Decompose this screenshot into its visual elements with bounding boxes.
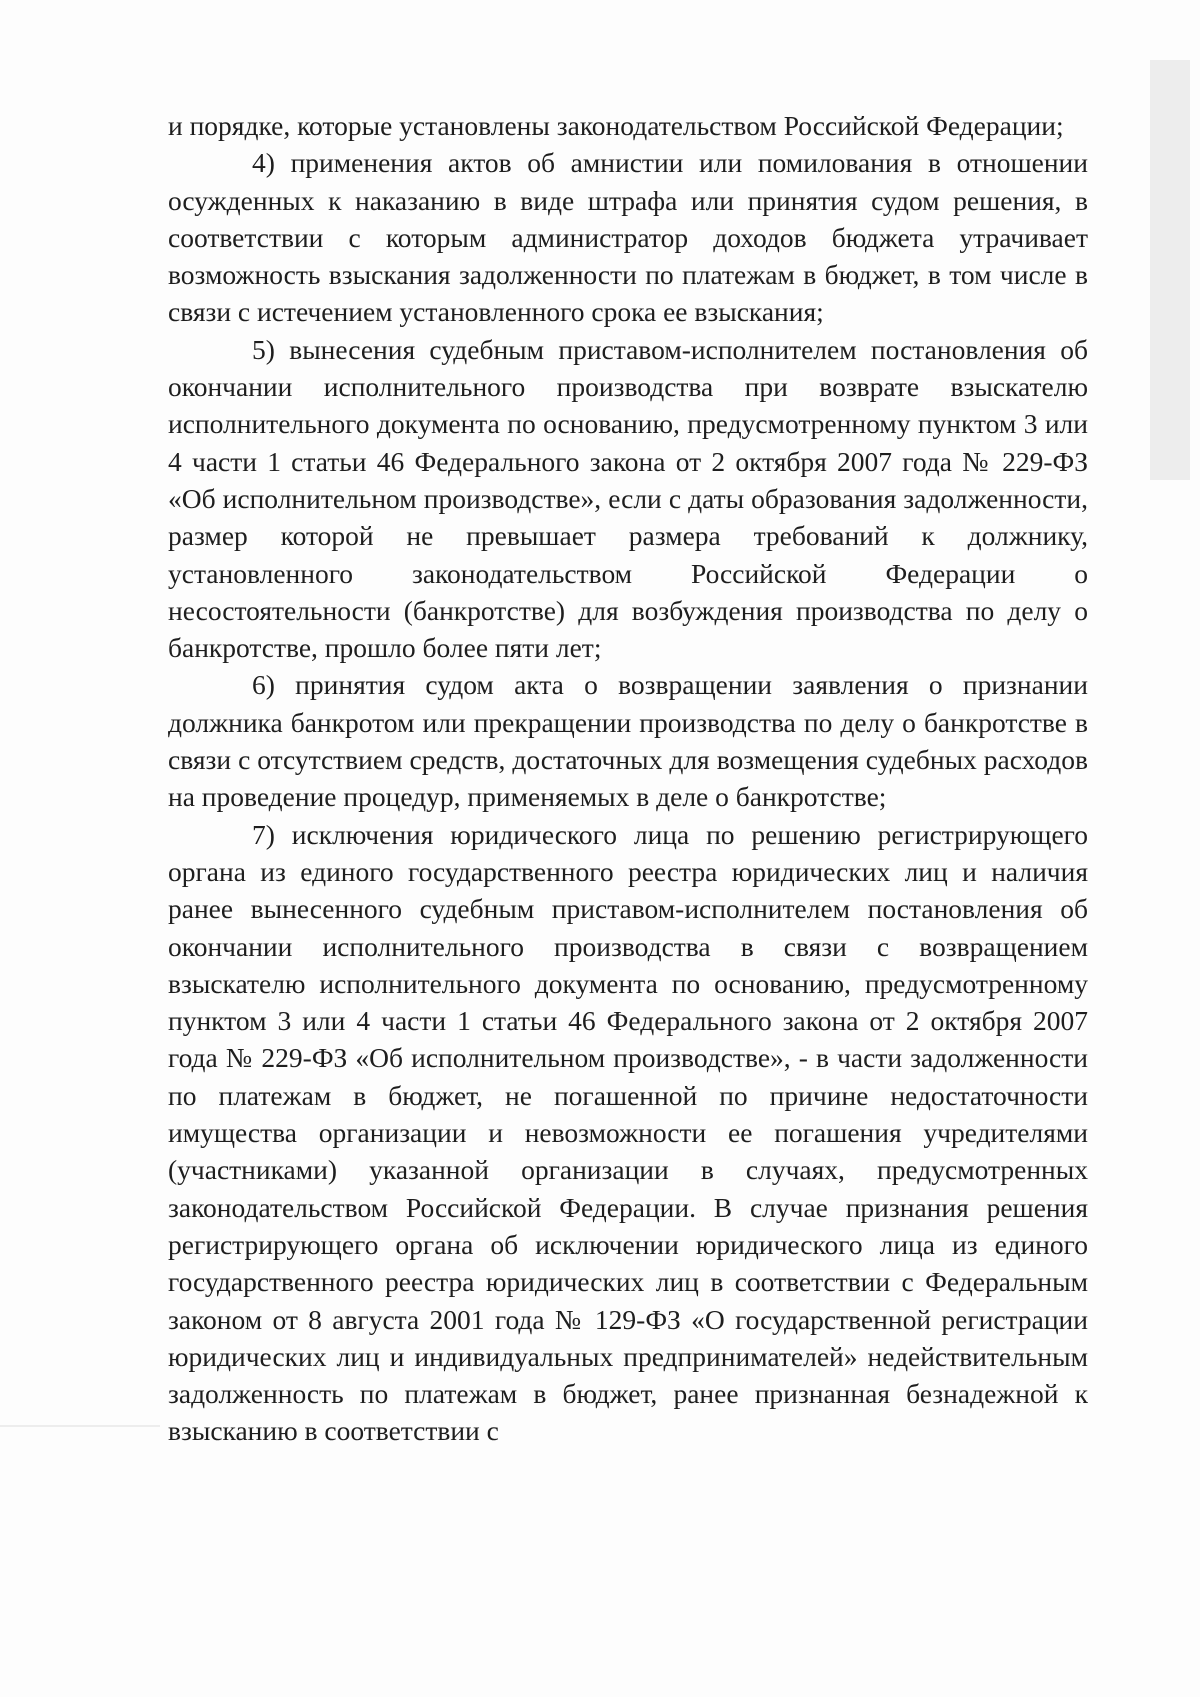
- paragraph-item-7: 7) исключения юридического лица по решению регистрирующего органа из единого государственного реестра юридических лиц и наличия ранее вынесенного судебным приставом-исполнителем постановления об окончании исполнительного производства в связи с возвращением взыскателю исполнительного документа по основанию, предусмотренному пунктом 3 или 4 части 1 статьи 46 Федерального закона от 2 октября 2007 года № 229-ФЗ «Об исполнительном производстве», - в части задолженности по платежам в бюджет, не погашенной по причине недостаточности имущества организации и невозможности ее погашения учредителями (участниками) указанной организации в случаях, предусмотренных законодательством Российской Федерации. В случае признания решения регистрирующего органа об исключении юридического лица из единого государственного реестра юридических лиц в соответствии с Федеральным законом от 8 августа 2001 года № 129-ФЗ «О государственной регистрации юридических лиц и индивидуальных предпринимателей» недействительным задолженность по платежам в бюджет, ранее признанная безнадежной к взысканию в соответствии с: [168, 818, 1088, 1447]
- paragraph-item-5: 5) вынесения судебным приставом-исполнителем постановления об окончании исполнительного производства при возврате взыскателю исполнительного документа по основанию, предусмотренному пунктом 3 или 4 части 1 статьи 46 Федерального закона от 2 октября 2007 года № 229-ФЗ «Об исполнительном производстве», если с даты образования задолженности, размер которой не превышает размера требований к должнику, установленного законодательством Российской Федерации о несостоятельности (банкротстве) для возбуждения производства по делу о банкротстве, прошло более пяти лет;: [168, 333, 1088, 664]
- scan-noise-left: [0, 1425, 160, 1427]
- paragraph-item-4: 4) применения актов об амнистии или помилования в отношении осужденных к наказанию в виде штрафа или принятия судом решения, в соответствии с которым администратор доходов бюджета утрачивает возможность взыскания задолженности по платежам в бюджет, в том числе в связи с истечением установленного срока ее взыскания;: [168, 147, 1088, 328]
- document-body: [168, 107, 1088, 1450]
- paragraph-item-6: 6) принятия судом акта о возвращении заявления о признании должника банкротом или прекращении производства по делу о банкротстве в связи с отсутствием средств, достаточных для возмещения судебных расходов на проведение процедур, применяемых в деле о банкротстве;: [168, 669, 1088, 813]
- paragraph-continuation: и порядке, которые установлены законодательством Российской Федерации;: [168, 110, 1064, 141]
- scan-noise-right: [1150, 60, 1190, 480]
